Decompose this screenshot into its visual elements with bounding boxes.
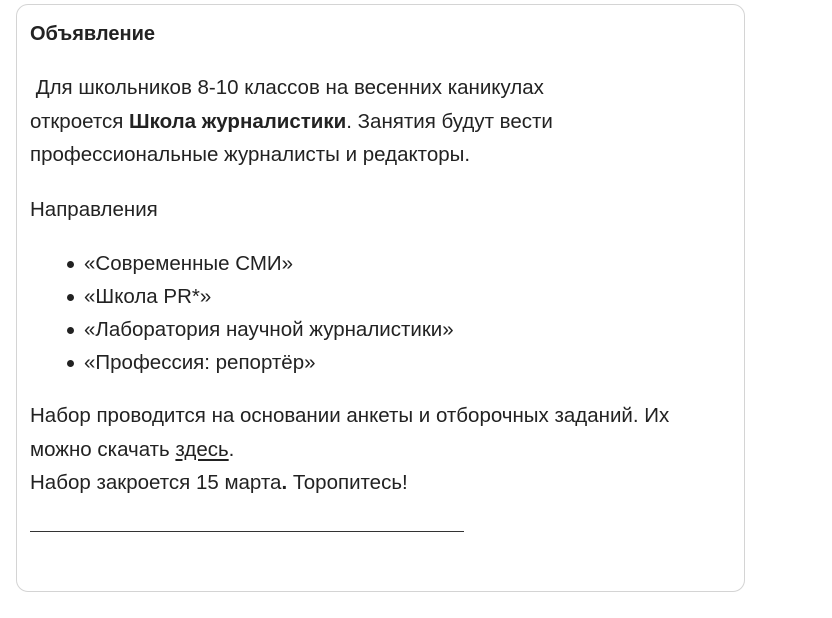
closing-text: . (228, 437, 235, 461)
intro-text: . Занятия будут вести (346, 109, 553, 133)
intro-paragraph (30, 71, 553, 172)
directions-list (17, 247, 454, 379)
closing-paragraph (30, 399, 669, 500)
intro-line-1: Для школьников 8-10 классов на весенних каникулах (30, 76, 544, 99)
list-item (17, 346, 454, 379)
direction-label: «Современные СМИ» (84, 252, 294, 275)
closing-line-2 (30, 433, 669, 467)
divider-line (30, 531, 464, 532)
hurry-text: Торопитесь! (287, 471, 408, 494)
direction-label: «Школа PR*» (84, 285, 212, 308)
intro-line-3: профессиональные журналисты и редакторы. (30, 143, 471, 166)
list-item (17, 247, 454, 280)
directions-heading: Направления (30, 198, 158, 221)
closing-text: можно скачать (30, 437, 176, 461)
deadline-text: Набор закроется 15 марта (30, 471, 282, 494)
announcement-title: Объявление (30, 23, 155, 45)
announcement-card (16, 4, 745, 592)
deadline-dot: . (281, 471, 288, 494)
bullet-icon (67, 327, 74, 334)
download-link[interactable]: здесь (175, 437, 229, 461)
intro-line-2 (30, 105, 553, 139)
bullet-icon (67, 261, 74, 268)
direction-label: «Лаборатория научной журналистики» (84, 318, 454, 341)
bullet-icon (67, 360, 74, 367)
closing-line-3 (30, 466, 669, 500)
bullet-icon (67, 294, 74, 301)
intro-text: откроется (30, 109, 130, 133)
closing-line-1: Набор проводится на основании анкеты и отборочных заданий. Их (30, 404, 670, 427)
school-name: Школа журналистики (129, 109, 347, 133)
direction-label: «Профессия: репортёр» (84, 351, 316, 374)
list-item (17, 313, 454, 346)
list-item (17, 280, 454, 313)
